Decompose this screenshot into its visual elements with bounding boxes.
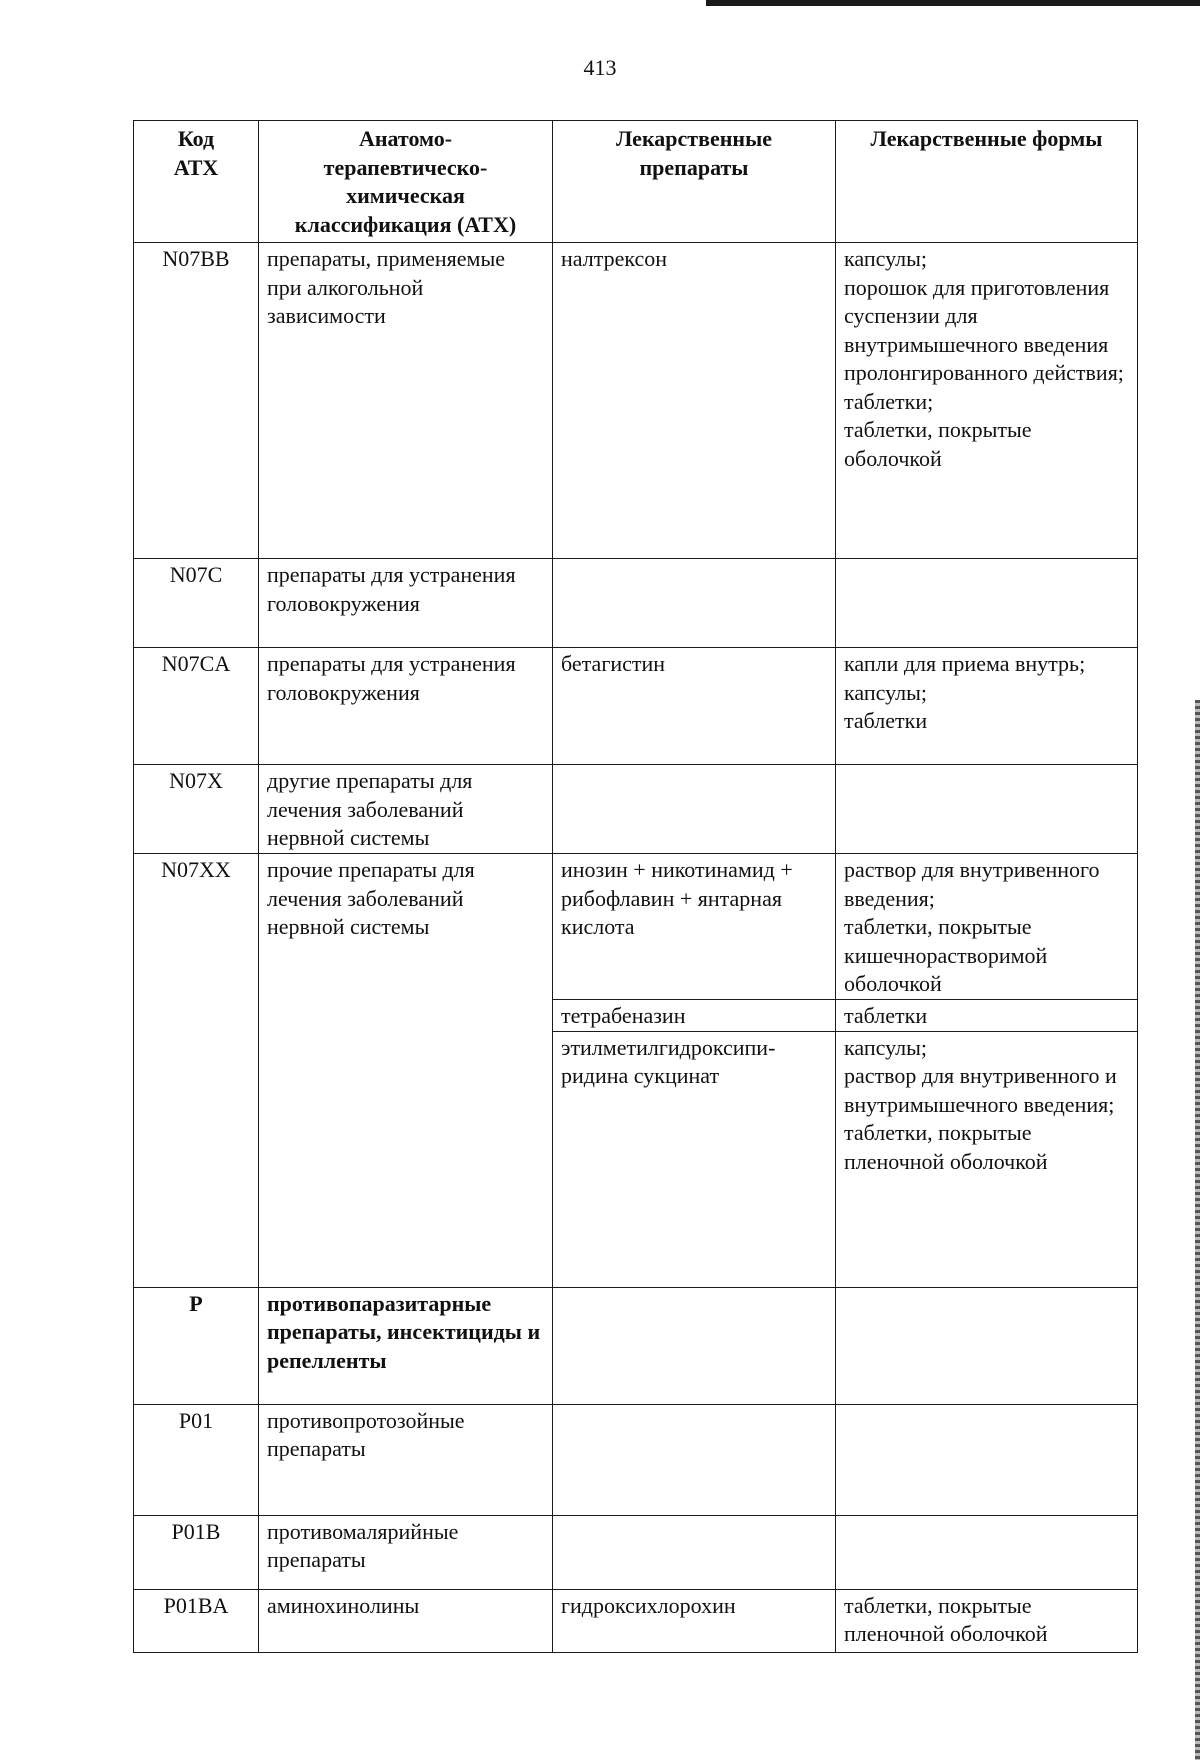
cell-forms: [836, 243, 1138, 559]
form-line: таблетки;: [844, 388, 934, 414]
form-line: раствор для внутривенного введения;: [844, 857, 1100, 911]
table-row: [134, 1589, 1138, 1652]
cell-code: N07BB: [134, 243, 259, 559]
top-rule: [706, 0, 1200, 6]
table-row: [134, 559, 1138, 648]
cell-forms: [836, 559, 1138, 648]
form-line: раствор для внутривенного и внутримышечного введения;: [844, 1063, 1117, 1117]
cell-drug: [553, 1515, 836, 1589]
form-line: таблетки, покрытые пленочной оболочкой: [844, 1120, 1048, 1174]
form-line: таблетки, покрытые кишечнорастворимой оболочкой: [844, 914, 1048, 996]
cell-classification: препараты, применяемые при алкогольной зависимости: [259, 243, 553, 559]
cell-classification: прочие препараты для лечения заболеваний нервной системы: [259, 854, 553, 1288]
cell-code: N07CA: [134, 648, 259, 765]
cell-drug: этилметилгидроксипи-ридина сукцинат: [553, 1031, 836, 1287]
header-code: Код АТХ: [134, 121, 259, 243]
form-line: порошок для приготовления суспензии для внутримышечного введения пролонгированного действия;: [844, 274, 1124, 385]
cell-forms: [836, 1404, 1138, 1515]
cell-classification: противомалярийные препараты: [259, 1515, 553, 1589]
cell-classification: препараты для устранения головокружения: [259, 559, 553, 648]
cell-drug: [553, 1404, 836, 1515]
table-header-row: [134, 121, 1138, 243]
cell-forms: [836, 854, 1138, 1000]
table-row: [134, 648, 1138, 765]
atx-table: [133, 120, 1138, 1653]
table-row: [134, 1515, 1138, 1589]
table-row: [134, 765, 1138, 854]
header-forms: Лекарственные формы: [836, 121, 1138, 243]
header-drugs: Лекарственные препараты: [553, 121, 836, 243]
scan-edge: [1195, 700, 1200, 1760]
form-line: капсулы;: [844, 1034, 927, 1060]
table-row: [134, 243, 1138, 559]
cell-classification: аминохинолины: [259, 1589, 553, 1652]
cell-code: N07XX: [134, 854, 259, 1288]
cell-forms: [836, 765, 1138, 854]
cell-code: N07C: [134, 559, 259, 648]
cell-code: N07X: [134, 765, 259, 854]
cell-drug: [553, 1287, 836, 1404]
cell-forms: [836, 648, 1138, 765]
cell-forms: [836, 1287, 1138, 1404]
cell-drug: гидроксихлорохин: [553, 1589, 836, 1652]
form-line: капсулы;: [844, 679, 927, 705]
header-classification: Анатомо-терапевтическо-химическая классификация (АТХ): [259, 121, 553, 243]
cell-drug: бетагистин: [553, 648, 836, 765]
cell-drug: [553, 765, 836, 854]
cell-classification: другие препараты для лечения заболеваний нервной системы: [259, 765, 553, 854]
cell-forms: [836, 1031, 1138, 1287]
cell-drug: тетрабеназин: [553, 1000, 836, 1032]
cell-classification: противопротозойные препараты: [259, 1404, 553, 1515]
cell-classification: препараты для устранения головокружения: [259, 648, 553, 765]
table-row: [134, 1404, 1138, 1515]
cell-forms: таблетки: [836, 1000, 1138, 1032]
cell-forms: [836, 1515, 1138, 1589]
cell-code: P01BA: [134, 1589, 259, 1652]
cell-drug: налтрексон: [553, 243, 836, 559]
cell-drug: [553, 559, 836, 648]
form-line: таблетки: [844, 708, 928, 733]
cell-code: P01: [134, 1404, 259, 1515]
form-line: капсулы;: [844, 246, 927, 271]
page-number: 413: [583, 55, 617, 80]
form-line: таблетки, покрытые оболочкой: [844, 417, 1032, 471]
cell-code: P: [134, 1287, 259, 1404]
cell-drug: инозин + никотинамид + рибофлавин + янтарная кислота: [553, 854, 836, 1000]
table-row: [134, 854, 1138, 1000]
table-row: [134, 1287, 1138, 1404]
cell-forms: таблетки, покрытые пленочной оболочкой: [836, 1589, 1138, 1652]
cell-classification: противопаразитарные препараты, инсектициды и репелленты: [259, 1287, 553, 1404]
cell-code: P01B: [134, 1515, 259, 1589]
form-line: капли для приема внутрь;: [844, 651, 1086, 676]
